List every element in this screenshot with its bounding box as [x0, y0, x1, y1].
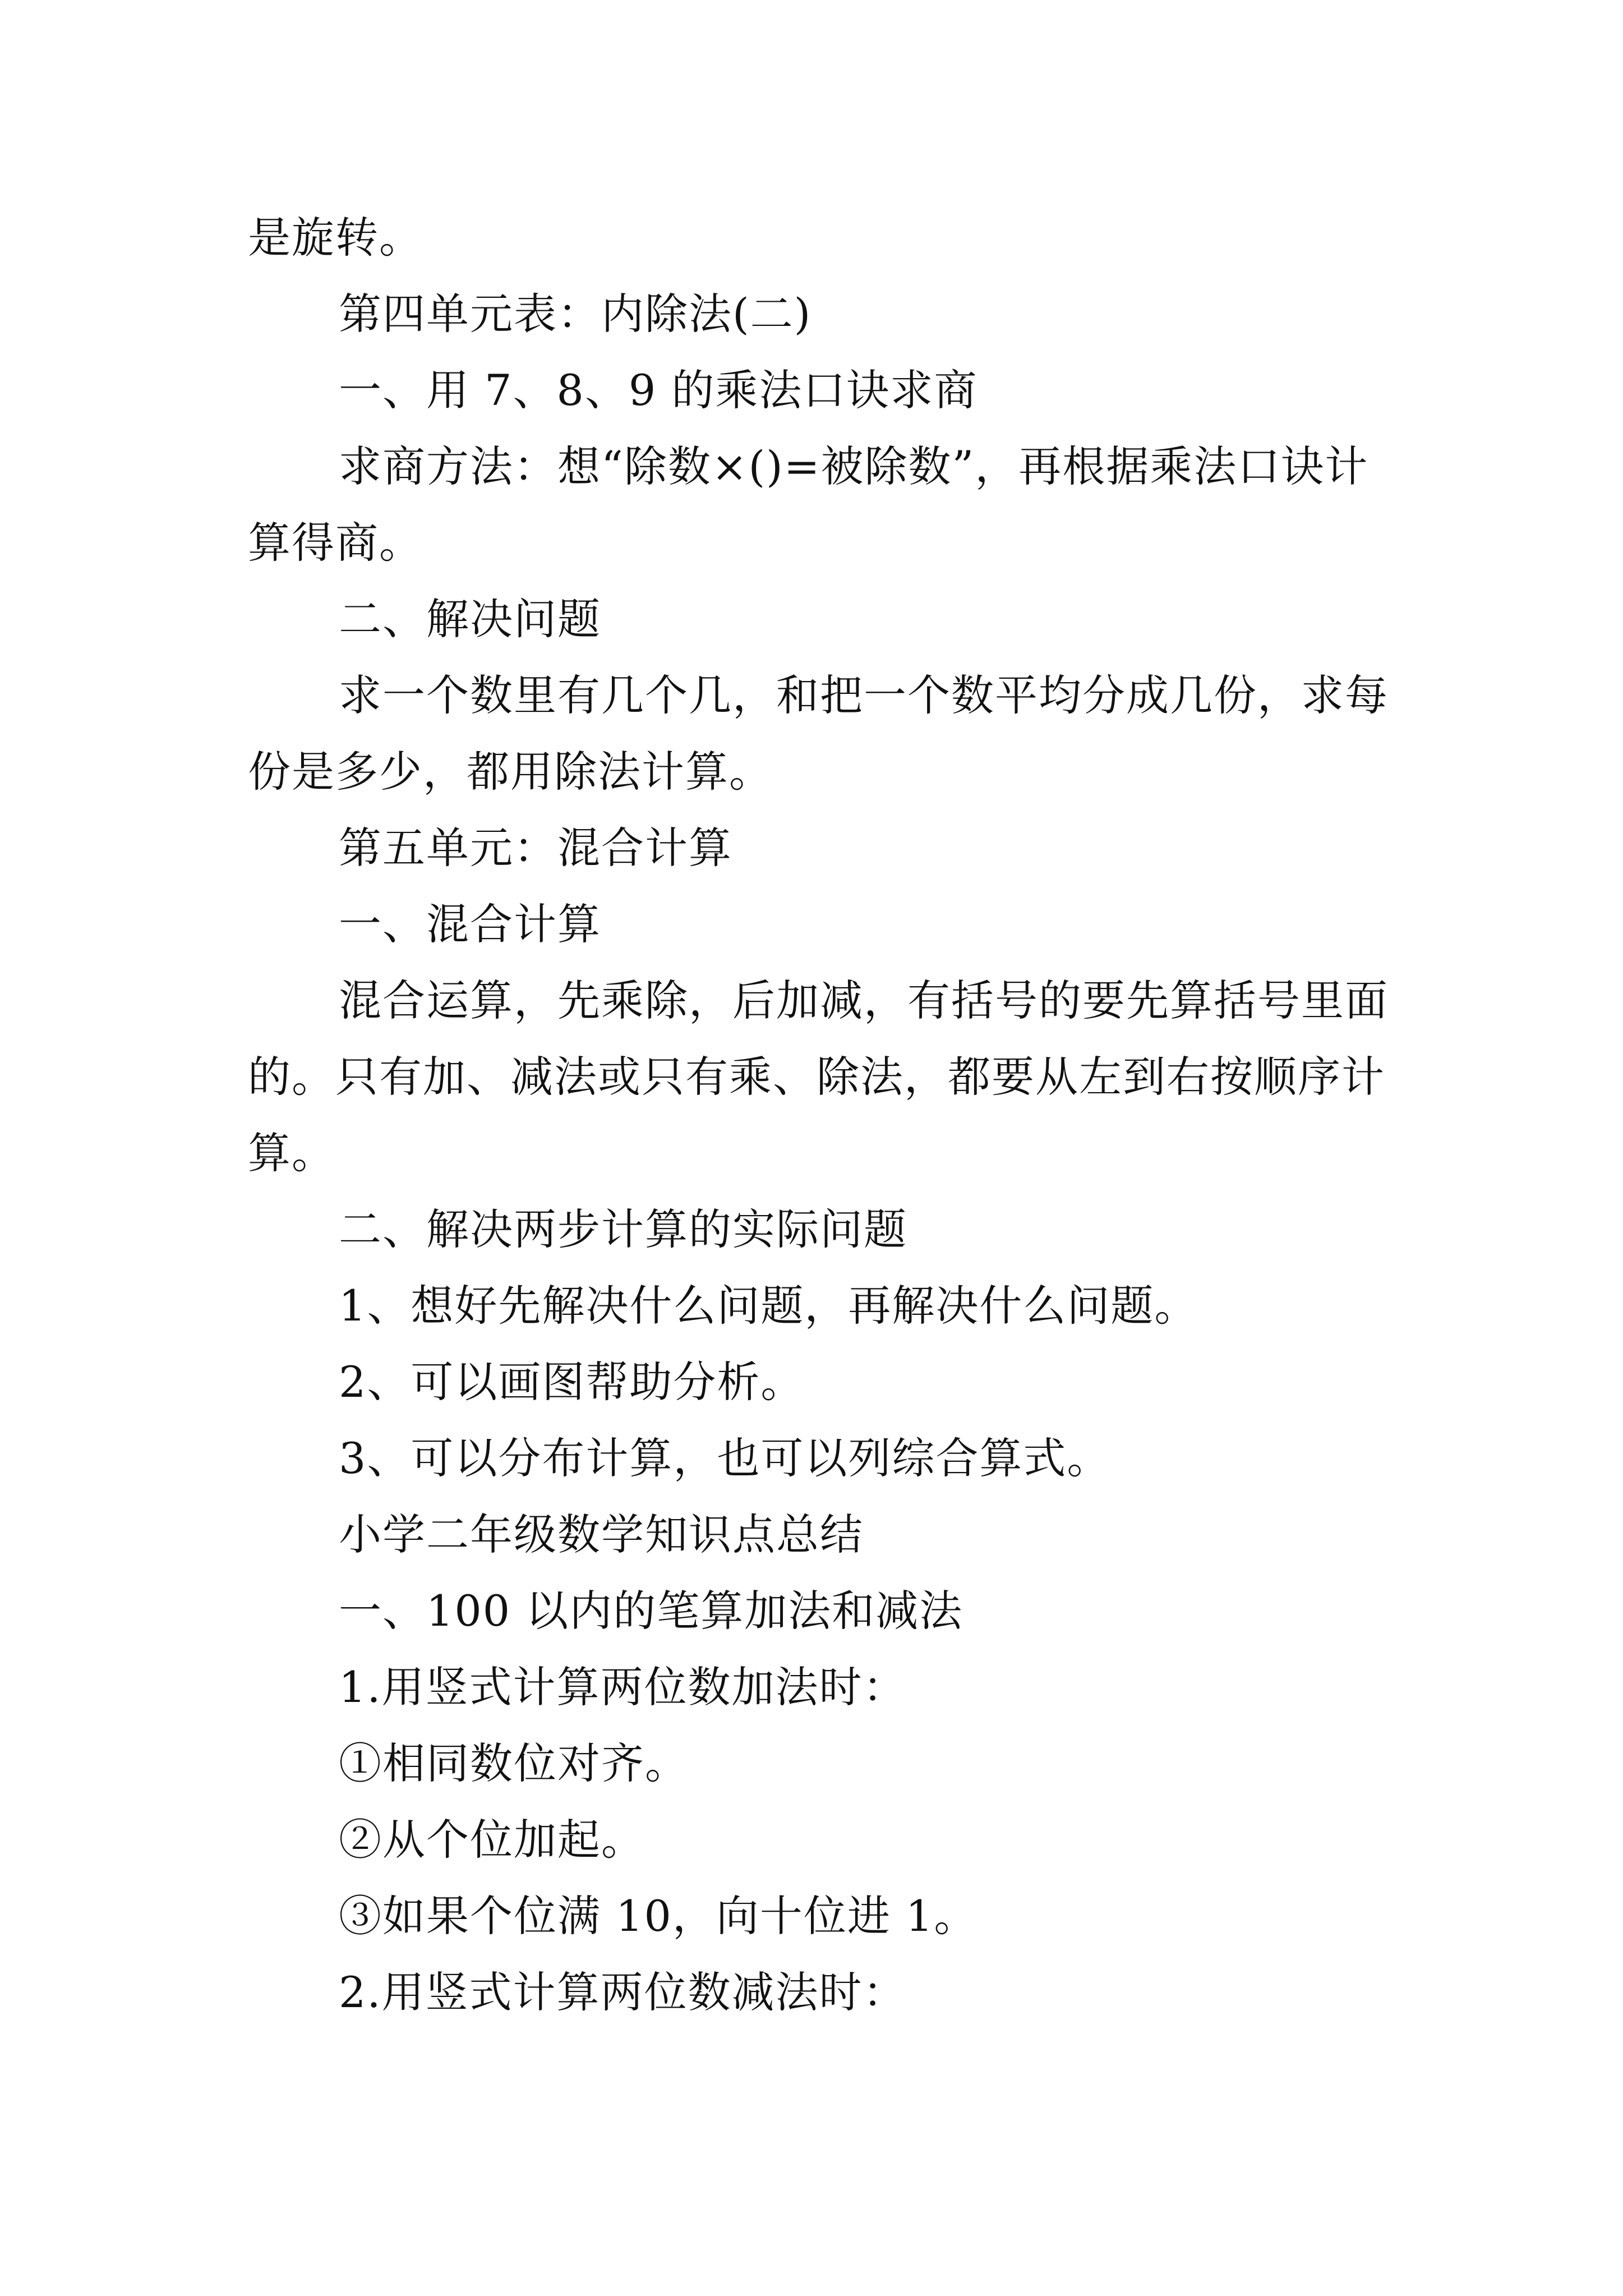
- list-item: 3、可以分布计算，也可以列综合算式。: [339, 1433, 1111, 1483]
- list-item: 1.用竖式计算两位数加法时：: [339, 1662, 907, 1712]
- list-item: 2、可以画图帮助分析。: [339, 1357, 805, 1407]
- text-line: 求一个数里有几个几，和把一个数平均分成几份，求每: [339, 670, 1389, 720]
- text-line: 算得商。: [248, 518, 423, 568]
- text-line: 份是多少，都用除法计算。: [248, 747, 773, 797]
- text-line: 的。只有加、减法或只有乘、除法，都要从左到右按顺序计: [248, 1052, 1385, 1102]
- text-line: 混合运算，先乘除，后加减，有括号的要先算括号里面: [339, 976, 1389, 1025]
- section-heading: 二、解决问题: [339, 594, 601, 644]
- text-line: 求商方法：想“除数×()=被除数”，再根据乘法口诀计: [339, 441, 1369, 491]
- unit-heading: 第五单元：混合计算: [339, 823, 732, 873]
- list-item: ③如果个位满 10，向十位进 1。: [339, 1891, 978, 1941]
- text-line: 算。: [248, 1128, 335, 1178]
- list-item: 1、想好先解决什么问题，再解决什么问题。: [339, 1281, 1198, 1331]
- section-heading: 一、100 以内的笔算加法和减法: [339, 1586, 963, 1636]
- list-item: ①相同数位对齐。: [339, 1738, 689, 1788]
- section-heading: 二、解决两步计算的实际问题: [339, 1204, 907, 1254]
- unit-heading: 第四单元表：内除法(二): [339, 289, 812, 339]
- section-heading: 一、混合计算: [339, 899, 601, 949]
- document-section-title: 小学二年级数学知识点总结: [339, 1510, 864, 1559]
- list-item: 2.用竖式计算两位数减法时：: [339, 1967, 907, 2017]
- list-item: ②从个位加起。: [339, 1815, 645, 1865]
- document-body: [248, 200, 1389, 2031]
- section-heading: 一、用 7、8、9 的乘法口诀求商: [339, 365, 978, 415]
- text-line: 是旋转。: [248, 213, 423, 263]
